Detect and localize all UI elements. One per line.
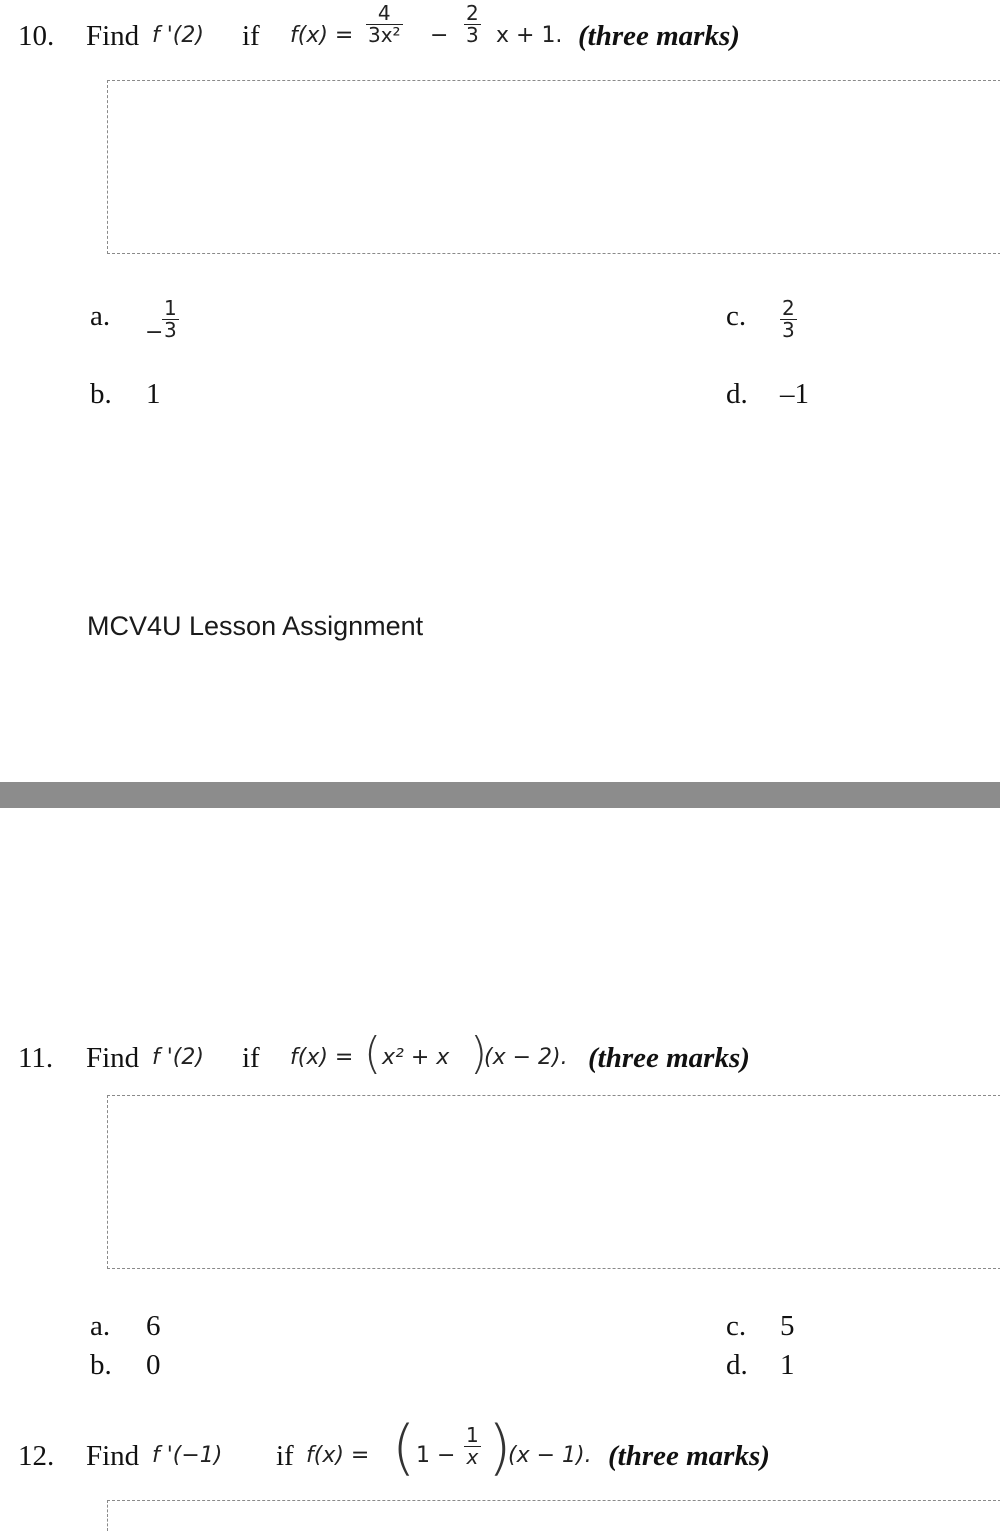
option-d-letter: d. xyxy=(726,378,748,410)
find-word: Find xyxy=(86,1042,140,1074)
minus-sign: − xyxy=(430,23,449,48)
polynomial-tail: x + 1. xyxy=(496,23,563,48)
marks-note: (three marks) xyxy=(608,1440,770,1472)
inner-expression: x² + x xyxy=(382,1045,450,1070)
fraction-term xyxy=(464,1425,481,1468)
option-d-value[interactable]: –1 xyxy=(780,378,809,410)
option-b-value[interactable]: 1 xyxy=(146,378,161,410)
find-word: Find xyxy=(86,1440,140,1472)
option-c-value[interactable]: 5 xyxy=(780,1310,795,1342)
fraction-numerator: 1 xyxy=(164,296,177,320)
fraction-numerator: 4 xyxy=(377,1,391,25)
if-word: if xyxy=(276,1440,294,1472)
question-number: 12. xyxy=(18,1440,55,1472)
left-paren: ( xyxy=(392,1413,416,1483)
function-label: f(x) = xyxy=(290,1045,354,1070)
function-label: f(x) = xyxy=(290,23,354,48)
derivative-expression: f '(−1) xyxy=(152,1443,223,1468)
option-c-letter: c. xyxy=(726,1310,747,1342)
if-word: if xyxy=(242,20,260,52)
option-a-value[interactable]: 6 xyxy=(146,1310,161,1342)
option-a-fraction[interactable] xyxy=(162,298,179,341)
answer-box-q12[interactable] xyxy=(107,1500,1000,1531)
option-b-letter: b. xyxy=(90,1349,112,1381)
option-d-letter: d. xyxy=(726,1349,748,1381)
fraction-denominator: x xyxy=(464,1446,481,1468)
fraction-denominator: 3 xyxy=(466,23,479,47)
question-number: 10. xyxy=(18,20,55,52)
fraction-denominator: 3x² xyxy=(368,23,401,47)
answer-box-q11[interactable] xyxy=(107,1095,1000,1269)
option-b-value[interactable]: 0 xyxy=(146,1349,161,1381)
assignment-title: MCV4U Lesson Assignment xyxy=(87,611,424,641)
fraction-term-1 xyxy=(366,3,403,46)
left-paren: ( xyxy=(364,1028,382,1079)
option-d-value[interactable]: 1 xyxy=(780,1349,795,1381)
polynomial-tail: (x − 1). xyxy=(508,1443,592,1468)
option-a-letter: a. xyxy=(90,1310,111,1342)
option-c-fraction[interactable] xyxy=(780,298,797,341)
answer-box-q10[interactable] xyxy=(107,80,1000,254)
if-word: if xyxy=(242,1042,260,1074)
fraction-term-2 xyxy=(464,3,481,46)
option-c-letter: c. xyxy=(726,300,747,332)
fraction-numerator: 2 xyxy=(782,296,795,320)
right-paren: ) xyxy=(470,1028,488,1079)
marks-note: (three marks) xyxy=(578,20,740,52)
option-b-letter: b. xyxy=(90,378,112,410)
polynomial-tail: (x − 2). xyxy=(484,1045,568,1070)
fraction-denominator: 3 xyxy=(164,318,177,342)
find-word: Find xyxy=(86,20,140,52)
function-label: f(x) = xyxy=(306,1443,370,1468)
marks-note: (three marks) xyxy=(588,1042,750,1074)
fraction-numerator: 1 xyxy=(466,1423,479,1447)
option-a-letter: a. xyxy=(90,300,111,332)
fraction-numerator: 2 xyxy=(466,1,479,25)
option-a-sign: − xyxy=(145,320,164,345)
fraction-denominator: 3 xyxy=(782,318,795,342)
page-divider xyxy=(0,782,1000,808)
one-minus: 1 − xyxy=(416,1443,456,1468)
right-paren: ) xyxy=(488,1413,512,1483)
derivative-expression: f '(2) xyxy=(152,1045,204,1070)
question-number: 11. xyxy=(18,1042,54,1074)
derivative-expression: f '(2) xyxy=(152,23,204,48)
